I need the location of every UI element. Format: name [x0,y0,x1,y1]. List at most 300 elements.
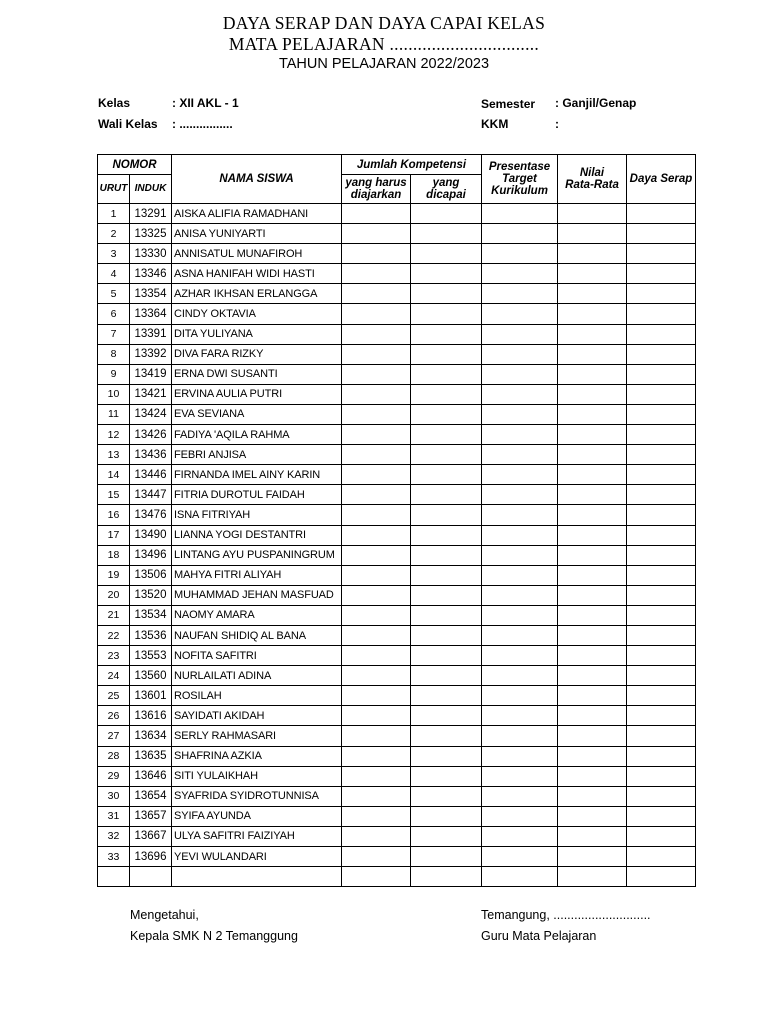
row-yang-dicapai-cell [411,726,482,746]
row-nilai-cell [558,625,627,645]
row-daya-serap-cell [627,465,696,485]
row-daya-serap-cell [627,344,696,364]
row-number: 7 [98,324,130,344]
table-row [98,766,696,786]
header-nomor: NOMOR [98,155,172,175]
footer-kepala-sekolah: Kepala SMK N 2 Temanggung [130,929,298,943]
row-student-name: SYIFA AYUNDA [172,806,342,826]
row-presentase-cell [482,324,558,344]
table-body [98,204,696,887]
table-row [98,324,696,344]
student-table [97,154,696,887]
table-row [98,686,696,706]
row-student-name: NURLAILATI ADINA [172,666,342,686]
row-presentase-cell [482,605,558,625]
row-number: 26 [98,706,130,726]
row-yang-harus-cell [342,585,411,605]
row-nilai-cell [558,605,627,625]
row-yang-dicapai-cell [411,525,482,545]
row-yang-dicapai-cell [411,384,482,404]
row-yang-dicapai-cell [411,666,482,686]
table-row [98,244,696,264]
row-induk: 13520 [130,585,172,605]
row-number: 4 [98,264,130,284]
header-induk: INDUK [130,175,172,204]
table-header [98,155,696,204]
row-yang-dicapai-cell [411,404,482,424]
row-number: 1 [98,204,130,224]
row-daya-serap-cell [627,706,696,726]
row-yang-harus-cell [342,847,411,867]
row-yang-harus-cell [342,244,411,264]
row-daya-serap-cell [627,505,696,525]
row-daya-serap-cell [627,766,696,786]
row-yang-harus-cell [342,786,411,806]
row-induk: 13634 [130,726,172,746]
row-presentase-cell [482,344,558,364]
table-row [98,284,696,304]
row-presentase-cell [482,686,558,706]
row-induk: 13635 [130,746,172,766]
row-daya-serap-cell [627,686,696,706]
row-student-name: ASNA HANIFAH WIDI HASTI [172,264,342,284]
row-yang-harus-cell [342,445,411,465]
semester-label: Semester [481,97,536,111]
row-presentase-cell [482,244,558,264]
row-yang-harus-cell [342,485,411,505]
row-presentase-cell [482,786,558,806]
row-student-name [172,867,342,887]
row-nilai-cell [558,706,627,726]
row-presentase-cell [482,565,558,585]
row-presentase-cell [482,585,558,605]
row-nilai-cell [558,404,627,424]
row-yang-dicapai-cell [411,244,482,264]
row-yang-harus-cell [342,625,411,645]
row-induk: 13426 [130,425,172,445]
row-induk: 13346 [130,264,172,284]
row-yang-dicapai-cell [411,445,482,465]
table-row [98,304,696,324]
row-student-name: SYAFRIDA SYIDROTUNNISA [172,786,342,806]
table-row [98,344,696,364]
row-number: 21 [98,605,130,625]
row-nilai-cell [558,224,627,244]
row-number: 25 [98,686,130,706]
row-presentase-cell [482,224,558,244]
row-yang-dicapai-cell [411,646,482,666]
row-yang-dicapai-cell [411,505,482,525]
row-number: 13 [98,445,130,465]
row-nilai-cell [558,264,627,284]
row-nilai-cell [558,646,627,666]
row-induk: 13657 [130,806,172,826]
row-yang-harus-cell [342,766,411,786]
row-daya-serap-cell [627,244,696,264]
row-daya-serap-cell [627,404,696,424]
row-daya-serap-cell [627,726,696,746]
row-nilai-cell [558,746,627,766]
row-student-name: SHAFRINA AZKIA [172,746,342,766]
row-yang-dicapai-cell [411,806,482,826]
table-row [98,786,696,806]
header-yang-harus-diajarkan: yang harus diajarkan [342,175,411,204]
row-yang-dicapai-cell [411,867,482,887]
row-presentase-cell [482,364,558,384]
row-yang-dicapai-cell [411,746,482,766]
row-number: 10 [98,384,130,404]
row-student-name: SITI YULAIKHAH [172,766,342,786]
row-student-name: NOFITA SAFITRI [172,646,342,666]
row-presentase-cell [482,384,558,404]
row-number: 28 [98,746,130,766]
table-row [98,646,696,666]
row-daya-serap-cell [627,646,696,666]
kelas-label: Kelas [98,96,131,110]
row-daya-serap-cell [627,284,696,304]
row-yang-dicapai-cell [411,264,482,284]
row-number: 29 [98,766,130,786]
row-student-name: CINDY OKTAVIA [172,304,342,324]
row-student-name: FADIYA 'AQILA RAHMA [172,425,342,445]
row-induk: 13506 [130,565,172,585]
wali-kelas-value: : ................ [172,117,233,131]
row-number: 23 [98,646,130,666]
row-induk: 13476 [130,505,172,525]
row-yang-dicapai-cell [411,585,482,605]
row-nilai-cell [558,425,627,445]
row-presentase-cell [482,867,558,887]
row-daya-serap-cell [627,605,696,625]
row-yang-harus-cell [342,867,411,887]
row-yang-dicapai-cell [411,204,482,224]
row-yang-harus-cell [342,384,411,404]
row-induk: 13496 [130,545,172,565]
subject-line: MATA PELAJARAN ................................ [228,34,540,54]
row-yang-dicapai-cell [411,605,482,625]
row-student-name: DIVA FARA RIZKY [172,344,342,364]
row-presentase-cell [482,404,558,424]
row-induk: 13330 [130,244,172,264]
table-row [98,605,696,625]
row-student-name: ISNA FITRIYAH [172,505,342,525]
table-row [98,445,696,465]
table-row [98,404,696,424]
row-yang-dicapai-cell [411,786,482,806]
row-number: 6 [98,304,130,324]
row-presentase-cell [482,726,558,746]
row-nilai-cell [558,525,627,545]
row-yang-dicapai-cell [411,847,482,867]
row-presentase-cell [482,625,558,645]
row-nilai-cell [558,686,627,706]
row-nilai-cell [558,204,627,224]
footer-place-date: Temangung, ............................ [481,908,651,922]
row-student-name: AZHAR IKHSAN ERLANGGA [172,284,342,304]
row-presentase-cell [482,445,558,465]
row-nilai-cell [558,666,627,686]
row-student-name: ERVINA AULIA PUTRI [172,384,342,404]
row-daya-serap-cell [627,525,696,545]
row-yang-harus-cell [342,686,411,706]
row-presentase-cell [482,545,558,565]
row-nilai-cell [558,505,627,525]
row-induk: 13446 [130,465,172,485]
row-induk: 13419 [130,364,172,384]
row-presentase-cell [482,847,558,867]
row-nilai-cell [558,304,627,324]
row-induk: 13616 [130,706,172,726]
row-presentase-cell [482,525,558,545]
row-presentase-cell [482,204,558,224]
row-daya-serap-cell [627,806,696,826]
row-yang-harus-cell [342,545,411,565]
row-induk: 13560 [130,666,172,686]
table-row [98,726,696,746]
row-presentase-cell [482,425,558,445]
row-student-name: SERLY RAHMASARI [172,726,342,746]
row-nilai-cell [558,384,627,404]
row-yang-dicapai-cell [411,304,482,324]
row-presentase-cell [482,646,558,666]
row-yang-dicapai-cell [411,625,482,645]
row-nilai-cell [558,344,627,364]
row-daya-serap-cell [627,204,696,224]
row-student-name: ULYA SAFITRI FAIZIYAH [172,826,342,846]
table-row [98,706,696,726]
table-row [98,465,696,485]
header-presentase: Presentase Target Kurikulum [482,155,558,204]
row-number: 18 [98,545,130,565]
row-presentase-cell [482,485,558,505]
row-presentase-cell [482,666,558,686]
row-daya-serap-cell [627,867,696,887]
row-induk: 13553 [130,646,172,666]
header-urut: URUT [98,175,130,204]
row-student-name: FITRIA DUROTUL FAIDAH [172,485,342,505]
row-yang-dicapai-cell [411,425,482,445]
row-number: 3 [98,244,130,264]
row-student-name: NAUFAN SHIDIQ AL BANA [172,625,342,645]
row-daya-serap-cell [627,746,696,766]
row-yang-harus-cell [342,565,411,585]
row-nilai-cell [558,766,627,786]
row-yang-harus-cell [342,605,411,625]
row-induk: 13436 [130,445,172,465]
row-presentase-cell [482,746,558,766]
kkm-value: : [555,117,559,131]
footer-guru-mapel: Guru Mata Pelajaran [481,929,597,943]
table-row [98,425,696,445]
row-number: 33 [98,847,130,867]
row-daya-serap-cell [627,625,696,645]
row-induk: 13364 [130,304,172,324]
row-daya-serap-cell [627,545,696,565]
row-daya-serap-cell [627,425,696,445]
row-student-name: YEVI WULANDARI [172,847,342,867]
row-daya-serap-cell [627,304,696,324]
row-number: 20 [98,585,130,605]
row-nilai-cell [558,565,627,585]
row-induk: 13424 [130,404,172,424]
row-induk: 13421 [130,384,172,404]
row-induk: 13696 [130,847,172,867]
row-nilai-cell [558,364,627,384]
kkm-label: KKM [481,117,509,131]
row-student-name: FEBRI ANJISA [172,445,342,465]
row-induk: 13391 [130,324,172,344]
row-presentase-cell [482,806,558,826]
row-daya-serap-cell [627,384,696,404]
academic-year: TAHUN PELAJARAN 2022/2023 [278,56,490,72]
row-yang-harus-cell [342,505,411,525]
row-yang-harus-cell [342,706,411,726]
row-nilai-cell [558,465,627,485]
row-number: 8 [98,344,130,364]
row-yang-dicapai-cell [411,344,482,364]
row-number: 32 [98,826,130,846]
row-yang-harus-cell [342,344,411,364]
row-student-name: ERNA DWI SUSANTI [172,364,342,384]
row-student-name: LINTANG AYU PUSPANINGRUM [172,545,342,565]
row-nilai-cell [558,826,627,846]
table-row [98,264,696,284]
row-number: 9 [98,364,130,384]
header-daya-serap: Daya Serap [627,155,696,204]
row-number: 16 [98,505,130,525]
row-nilai-cell [558,806,627,826]
row-induk: 13654 [130,786,172,806]
row-daya-serap-cell [627,666,696,686]
row-number: 2 [98,224,130,244]
row-nilai-cell [558,244,627,264]
row-yang-dicapai-cell [411,565,482,585]
table-row [98,525,696,545]
row-yang-harus-cell [342,646,411,666]
table-row [98,746,696,766]
row-daya-serap-cell [627,585,696,605]
row-presentase-cell [482,284,558,304]
row-yang-dicapai-cell [411,485,482,505]
row-yang-harus-cell [342,826,411,846]
row-number: 30 [98,786,130,806]
kelas-value: : XII AKL - 1 [172,96,239,110]
row-student-name: MAHYA FITRI ALIYAH [172,565,342,585]
row-induk: 13354 [130,284,172,304]
row-number: 15 [98,485,130,505]
row-student-name: NAOMY AMARA [172,605,342,625]
row-induk: 13601 [130,686,172,706]
table-row [98,826,696,846]
row-presentase-cell [482,505,558,525]
row-number: 27 [98,726,130,746]
table-row [98,505,696,525]
row-nilai-cell [558,284,627,304]
row-induk: 13534 [130,605,172,625]
row-presentase-cell [482,766,558,786]
table-row [98,847,696,867]
row-yang-harus-cell [342,204,411,224]
row-induk: 13447 [130,485,172,505]
row-yang-dicapai-cell [411,224,482,244]
row-student-name: AISKA ALIFIA RAMADHANI [172,204,342,224]
row-nilai-cell [558,585,627,605]
wali-kelas-label: Wali Kelas [98,117,158,131]
table-row [98,565,696,585]
table-row [98,485,696,505]
row-number: 24 [98,666,130,686]
row-presentase-cell [482,264,558,284]
row-induk: 13646 [130,766,172,786]
table-row [98,585,696,605]
row-induk: 13490 [130,525,172,545]
row-nilai-cell [558,847,627,867]
row-number: 19 [98,565,130,585]
table-row [98,384,696,404]
row-presentase-cell [482,304,558,324]
footer-mengetahui: Mengetahui, [130,908,199,922]
row-yang-harus-cell [342,465,411,485]
document-title: DAYA SERAP DAN DAYA CAPAI KELAS [222,13,546,33]
row-induk [130,867,172,887]
row-daya-serap-cell [627,324,696,344]
row-yang-harus-cell [342,304,411,324]
semester-value: : Ganjil/Genap [555,96,637,110]
header-nilai-rata-rata: Nilai Rata-Rata [558,155,627,204]
row-student-name: LIANNA YOGI DESTANTRI [172,525,342,545]
table-row [98,224,696,244]
row-daya-serap-cell [627,786,696,806]
row-yang-harus-cell [342,324,411,344]
row-induk: 13392 [130,344,172,364]
row-induk: 13536 [130,625,172,645]
row-yang-harus-cell [342,746,411,766]
row-daya-serap-cell [627,364,696,384]
header-jumlah-kompetensi: Jumlah Kompetensi [342,155,482,175]
row-student-name: ROSILAH [172,686,342,706]
row-presentase-cell [482,706,558,726]
row-number: 5 [98,284,130,304]
row-yang-dicapai-cell [411,364,482,384]
table-row [98,806,696,826]
row-student-name: ANNISATUL MUNAFIROH [172,244,342,264]
row-number: 31 [98,806,130,826]
row-yang-dicapai-cell [411,826,482,846]
row-yang-harus-cell [342,806,411,826]
row-yang-harus-cell [342,666,411,686]
table-row [98,545,696,565]
row-nilai-cell [558,726,627,746]
row-nilai-cell [558,545,627,565]
row-yang-dicapai-cell [411,766,482,786]
header-yang-dicapai: yang dicapai [411,175,482,204]
row-number: 12 [98,425,130,445]
row-yang-dicapai-cell [411,284,482,304]
row-nilai-cell [558,867,627,887]
row-yang-harus-cell [342,425,411,445]
row-yang-harus-cell [342,284,411,304]
row-yang-dicapai-cell [411,706,482,726]
row-yang-harus-cell [342,364,411,384]
header-nama-siswa: NAMA SISWA [172,155,342,204]
row-daya-serap-cell [627,445,696,465]
table-row [98,867,696,887]
row-number: 11 [98,404,130,424]
row-yang-dicapai-cell [411,686,482,706]
row-number: 22 [98,625,130,645]
row-daya-serap-cell [627,847,696,867]
row-number [98,867,130,887]
